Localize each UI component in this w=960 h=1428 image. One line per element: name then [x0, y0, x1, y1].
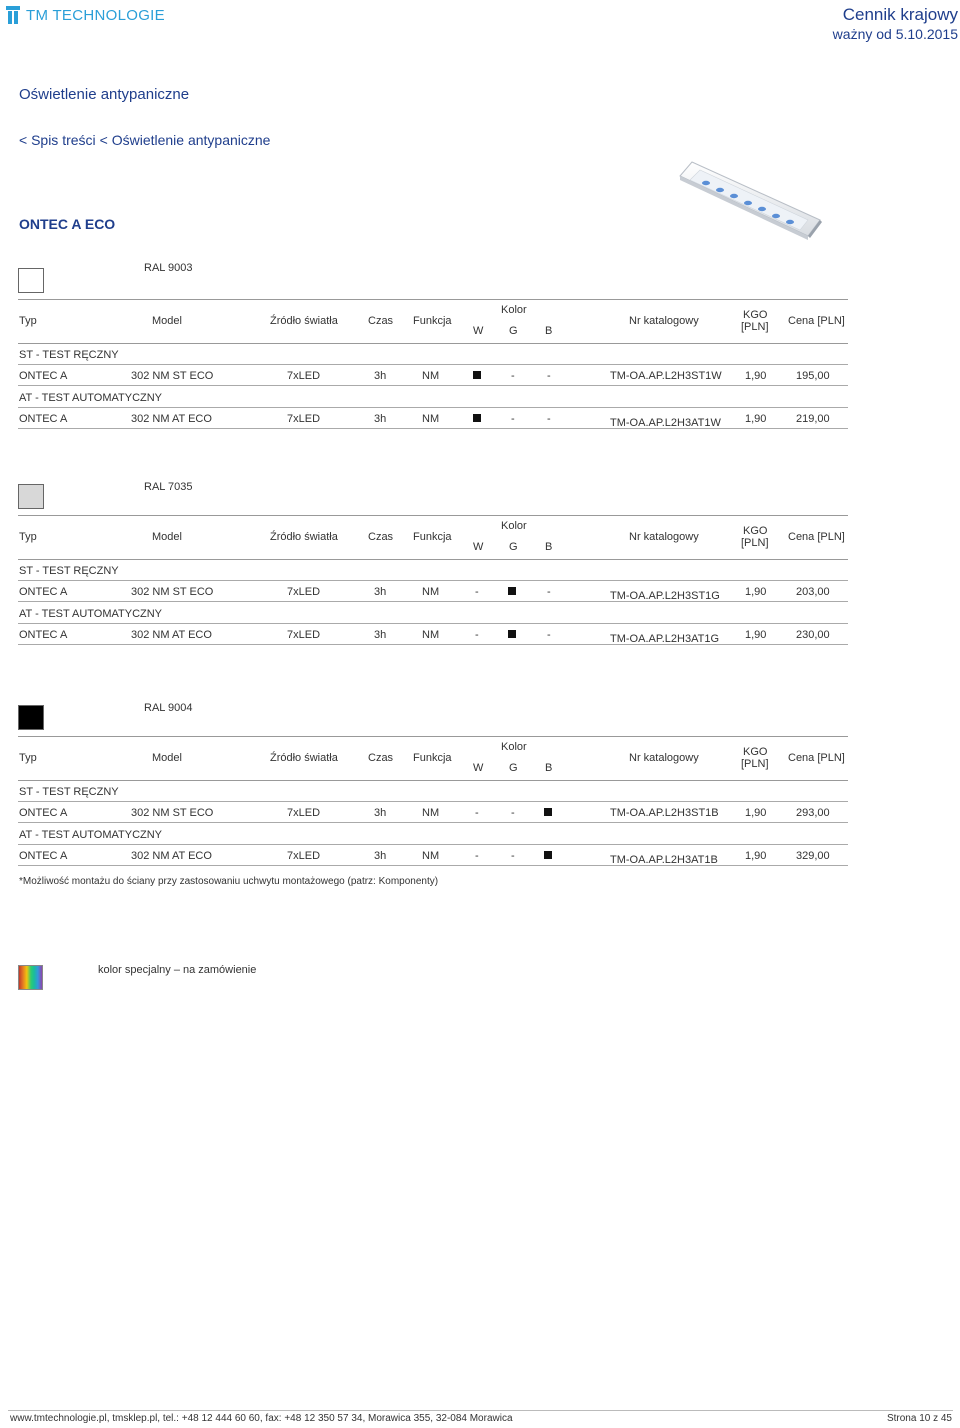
cell-time: 3h — [374, 586, 387, 598]
cell-kgo: 1,90 — [745, 807, 767, 819]
col-color: Kolor — [501, 741, 527, 753]
color-marker-icon — [508, 587, 516, 595]
cell-time: 3h — [374, 629, 387, 641]
cell-b — [544, 807, 552, 819]
cell-b — [544, 850, 552, 862]
color-marker-icon — [508, 630, 516, 638]
cell-b: - — [547, 370, 551, 382]
cell-time: 3h — [374, 807, 387, 819]
cell-g: - — [511, 807, 515, 819]
page-number: Strona 10 z 45 — [886, 1413, 952, 1424]
col-kgo-unit: [PLN] — [741, 758, 769, 770]
table-row — [18, 408, 848, 429]
cell-model: 302 NM AT ECO — [131, 629, 212, 641]
cell-catalog: TM-OA.AP.L2H3ST1W — [610, 370, 722, 382]
table-row — [18, 624, 848, 645]
col-w: W — [473, 325, 484, 337]
cell-source: 7xLED — [287, 850, 321, 862]
cell-price: 293,00 — [796, 807, 830, 819]
table-row — [18, 365, 848, 386]
cell-model: 302 NM AT ECO — [131, 413, 212, 425]
cell-catalog: TM-OA.AP.L2H3ST1B — [610, 807, 719, 819]
group-label: AT - TEST AUTOMATYCZNY — [19, 608, 163, 620]
col-w: W — [473, 541, 484, 553]
cell-model: 302 NM AT ECO — [131, 850, 212, 862]
group-label: ST - TEST RĘCZNY — [19, 565, 119, 577]
cell-function: NM — [422, 629, 440, 641]
table-header — [18, 516, 848, 560]
group-label: AT - TEST AUTOMATYCZNY — [19, 392, 163, 404]
ral-label: RAL 7035 — [144, 481, 193, 493]
ral-label: RAL 9004 — [144, 702, 193, 714]
cell-b: - — [547, 413, 551, 425]
col-source: Źródło światła — [270, 531, 338, 543]
col-time: Czas — [368, 315, 394, 327]
group-label: ST - TEST RĘCZNY — [19, 349, 119, 361]
col-function: Funkcja — [413, 752, 452, 764]
cell-price: 329,00 — [796, 850, 830, 862]
color-swatch — [18, 484, 44, 509]
col-color: Kolor — [501, 304, 527, 316]
cell-typ: ONTEC A — [19, 370, 68, 382]
cell-kgo: 1,90 — [745, 413, 767, 425]
cell-g — [508, 586, 516, 598]
cell-typ: ONTEC A — [19, 586, 68, 598]
cell-g: - — [511, 850, 515, 862]
col-function: Funkcja — [413, 315, 452, 327]
table-header — [18, 737, 848, 781]
cell-typ: ONTEC A — [19, 413, 68, 425]
group-label-row — [18, 344, 848, 365]
footer-rule — [8, 1410, 953, 1411]
table-row — [18, 845, 848, 866]
col-kgo-unit: [PLN] — [741, 537, 769, 549]
group-label: AT - TEST AUTOMATYCZNY — [19, 829, 163, 841]
cell-b: - — [547, 629, 551, 641]
group-label-row — [18, 603, 848, 624]
col-b: B — [545, 541, 553, 553]
col-b: B — [545, 325, 553, 337]
cell-time: 3h — [374, 370, 387, 382]
cell-kgo: 1,90 — [745, 370, 767, 382]
col-kgo: KGO — [743, 309, 768, 321]
special-color-legend — [18, 964, 257, 990]
col-model: Model — [152, 531, 182, 543]
group-label: ST - TEST RĘCZNY — [19, 786, 119, 798]
cell-price: 195,00 — [796, 370, 830, 382]
cell-typ: ONTEC A — [19, 807, 68, 819]
table-row — [18, 802, 848, 823]
cell-g: - — [511, 370, 515, 382]
color-marker-icon — [544, 851, 552, 859]
special-color-text: kolor specjalny – na zamówienie — [98, 964, 257, 976]
section-title: Oświetlenie antypaniczne — [19, 86, 190, 103]
col-model: Model — [152, 315, 182, 327]
cell-model: 302 NM ST ECO — [131, 586, 214, 598]
cell-b: - — [547, 586, 551, 598]
product-name: ONTEC A ECO — [19, 216, 116, 232]
col-source: Źródło światła — [270, 315, 338, 327]
col-g: G — [509, 325, 518, 337]
color-marker-icon — [473, 371, 481, 379]
cell-catalog: TM-OA.AP.L2H3AT1B — [610, 854, 718, 866]
col-kgo-unit: [PLN] — [741, 321, 769, 333]
cell-w — [473, 370, 481, 382]
cell-price: 230,00 — [796, 629, 830, 641]
group-label-row — [18, 824, 848, 845]
pricelist-title — [833, 5, 958, 43]
cell-w: - — [475, 586, 479, 598]
cell-source: 7xLED — [287, 370, 321, 382]
mounting-note: *Możliwość montażu do ściany przy zastosowaniu uchwytu montażowego (patrz: Komponenty) — [19, 876, 439, 887]
special-color-swatch — [18, 965, 43, 990]
logo-text: TM TECHNOLOGIE — [26, 6, 165, 24]
cell-source: 7xLED — [287, 586, 321, 598]
cell-w: - — [475, 850, 479, 862]
cell-price: 203,00 — [796, 586, 830, 598]
breadcrumb — [19, 132, 270, 148]
col-source: Źródło światła — [270, 752, 338, 764]
cell-time: 3h — [374, 850, 387, 862]
brand-logo — [6, 6, 165, 24]
group-label-row — [18, 560, 848, 581]
col-time: Czas — [368, 531, 394, 543]
cell-function: NM — [422, 807, 440, 819]
col-typ: Typ — [19, 752, 37, 764]
cell-model: 302 NM ST ECO — [131, 370, 214, 382]
cell-w — [473, 413, 481, 425]
cell-kgo: 1,90 — [745, 629, 767, 641]
col-typ: Typ — [19, 315, 37, 327]
cell-g: - — [511, 413, 515, 425]
cell-function: NM — [422, 370, 440, 382]
breadcrumb-toc-link[interactable]: < Spis treści — [19, 132, 96, 148]
cell-time: 3h — [374, 413, 387, 425]
cell-kgo: 1,90 — [745, 850, 767, 862]
cell-catalog: TM-OA.AP.L2H3AT1G — [610, 633, 720, 645]
col-catalog: Nr katalogowy — [629, 752, 699, 764]
table-row — [18, 581, 848, 602]
cell-function: NM — [422, 850, 440, 862]
cell-w: - — [475, 629, 479, 641]
cell-catalog: TM-OA.AP.L2H3AT1W — [610, 417, 721, 429]
color-swatch — [18, 705, 44, 730]
col-model: Model — [152, 752, 182, 764]
cell-function: NM — [422, 586, 440, 598]
color-marker-icon — [544, 808, 552, 816]
col-w: W — [473, 762, 484, 774]
group-label-row — [18, 387, 848, 408]
footer-contact: www.tmtechnologie.pl, tmsklep.pl, tel.: +48 12 444 60 60, fax: +48 12 350 57 34, Morawica 355, 32-084 Morawica — [10, 1413, 513, 1424]
cell-model: 302 NM ST ECO — [131, 807, 214, 819]
cell-source: 7xLED — [287, 629, 321, 641]
col-typ: Typ — [19, 531, 37, 543]
logo-icon — [6, 6, 20, 24]
group-label-row — [18, 781, 848, 802]
cell-kgo: 1,90 — [745, 586, 767, 598]
color-swatch — [18, 268, 44, 293]
col-g: G — [509, 541, 518, 553]
col-function: Funkcja — [413, 531, 452, 543]
col-catalog: Nr katalogowy — [629, 315, 699, 327]
col-price: Cena [PLN] — [788, 531, 845, 543]
cell-function: NM — [422, 413, 440, 425]
cell-typ: ONTEC A — [19, 850, 68, 862]
col-color: Kolor — [501, 520, 527, 532]
col-catalog: Nr katalogowy — [629, 531, 699, 543]
cell-g — [508, 629, 516, 641]
col-kgo: KGO — [743, 525, 768, 537]
col-kgo: KGO — [743, 746, 768, 758]
cell-source: 7xLED — [287, 413, 321, 425]
cell-catalog: TM-OA.AP.L2H3ST1G — [610, 590, 720, 602]
table-header — [18, 300, 848, 344]
col-time: Czas — [368, 752, 394, 764]
col-price: Cena [PLN] — [788, 315, 845, 327]
color-marker-icon — [473, 414, 481, 422]
cell-w: - — [475, 807, 479, 819]
ral-label: RAL 9003 — [144, 262, 193, 274]
breadcrumb-section-link[interactable]: < Oświetlenie antypaniczne — [99, 132, 271, 148]
cell-price: 219,00 — [796, 413, 830, 425]
col-b: B — [545, 762, 553, 774]
luminaire-image — [676, 158, 824, 242]
valid-from: ważny od 5.10.2015 — [832, 26, 958, 42]
cell-source: 7xLED — [287, 807, 321, 819]
col-price: Cena [PLN] — [788, 752, 845, 764]
cell-typ: ONTEC A — [19, 629, 68, 641]
pricelist-name: Cennik krajowy — [842, 5, 958, 24]
col-g: G — [509, 762, 518, 774]
